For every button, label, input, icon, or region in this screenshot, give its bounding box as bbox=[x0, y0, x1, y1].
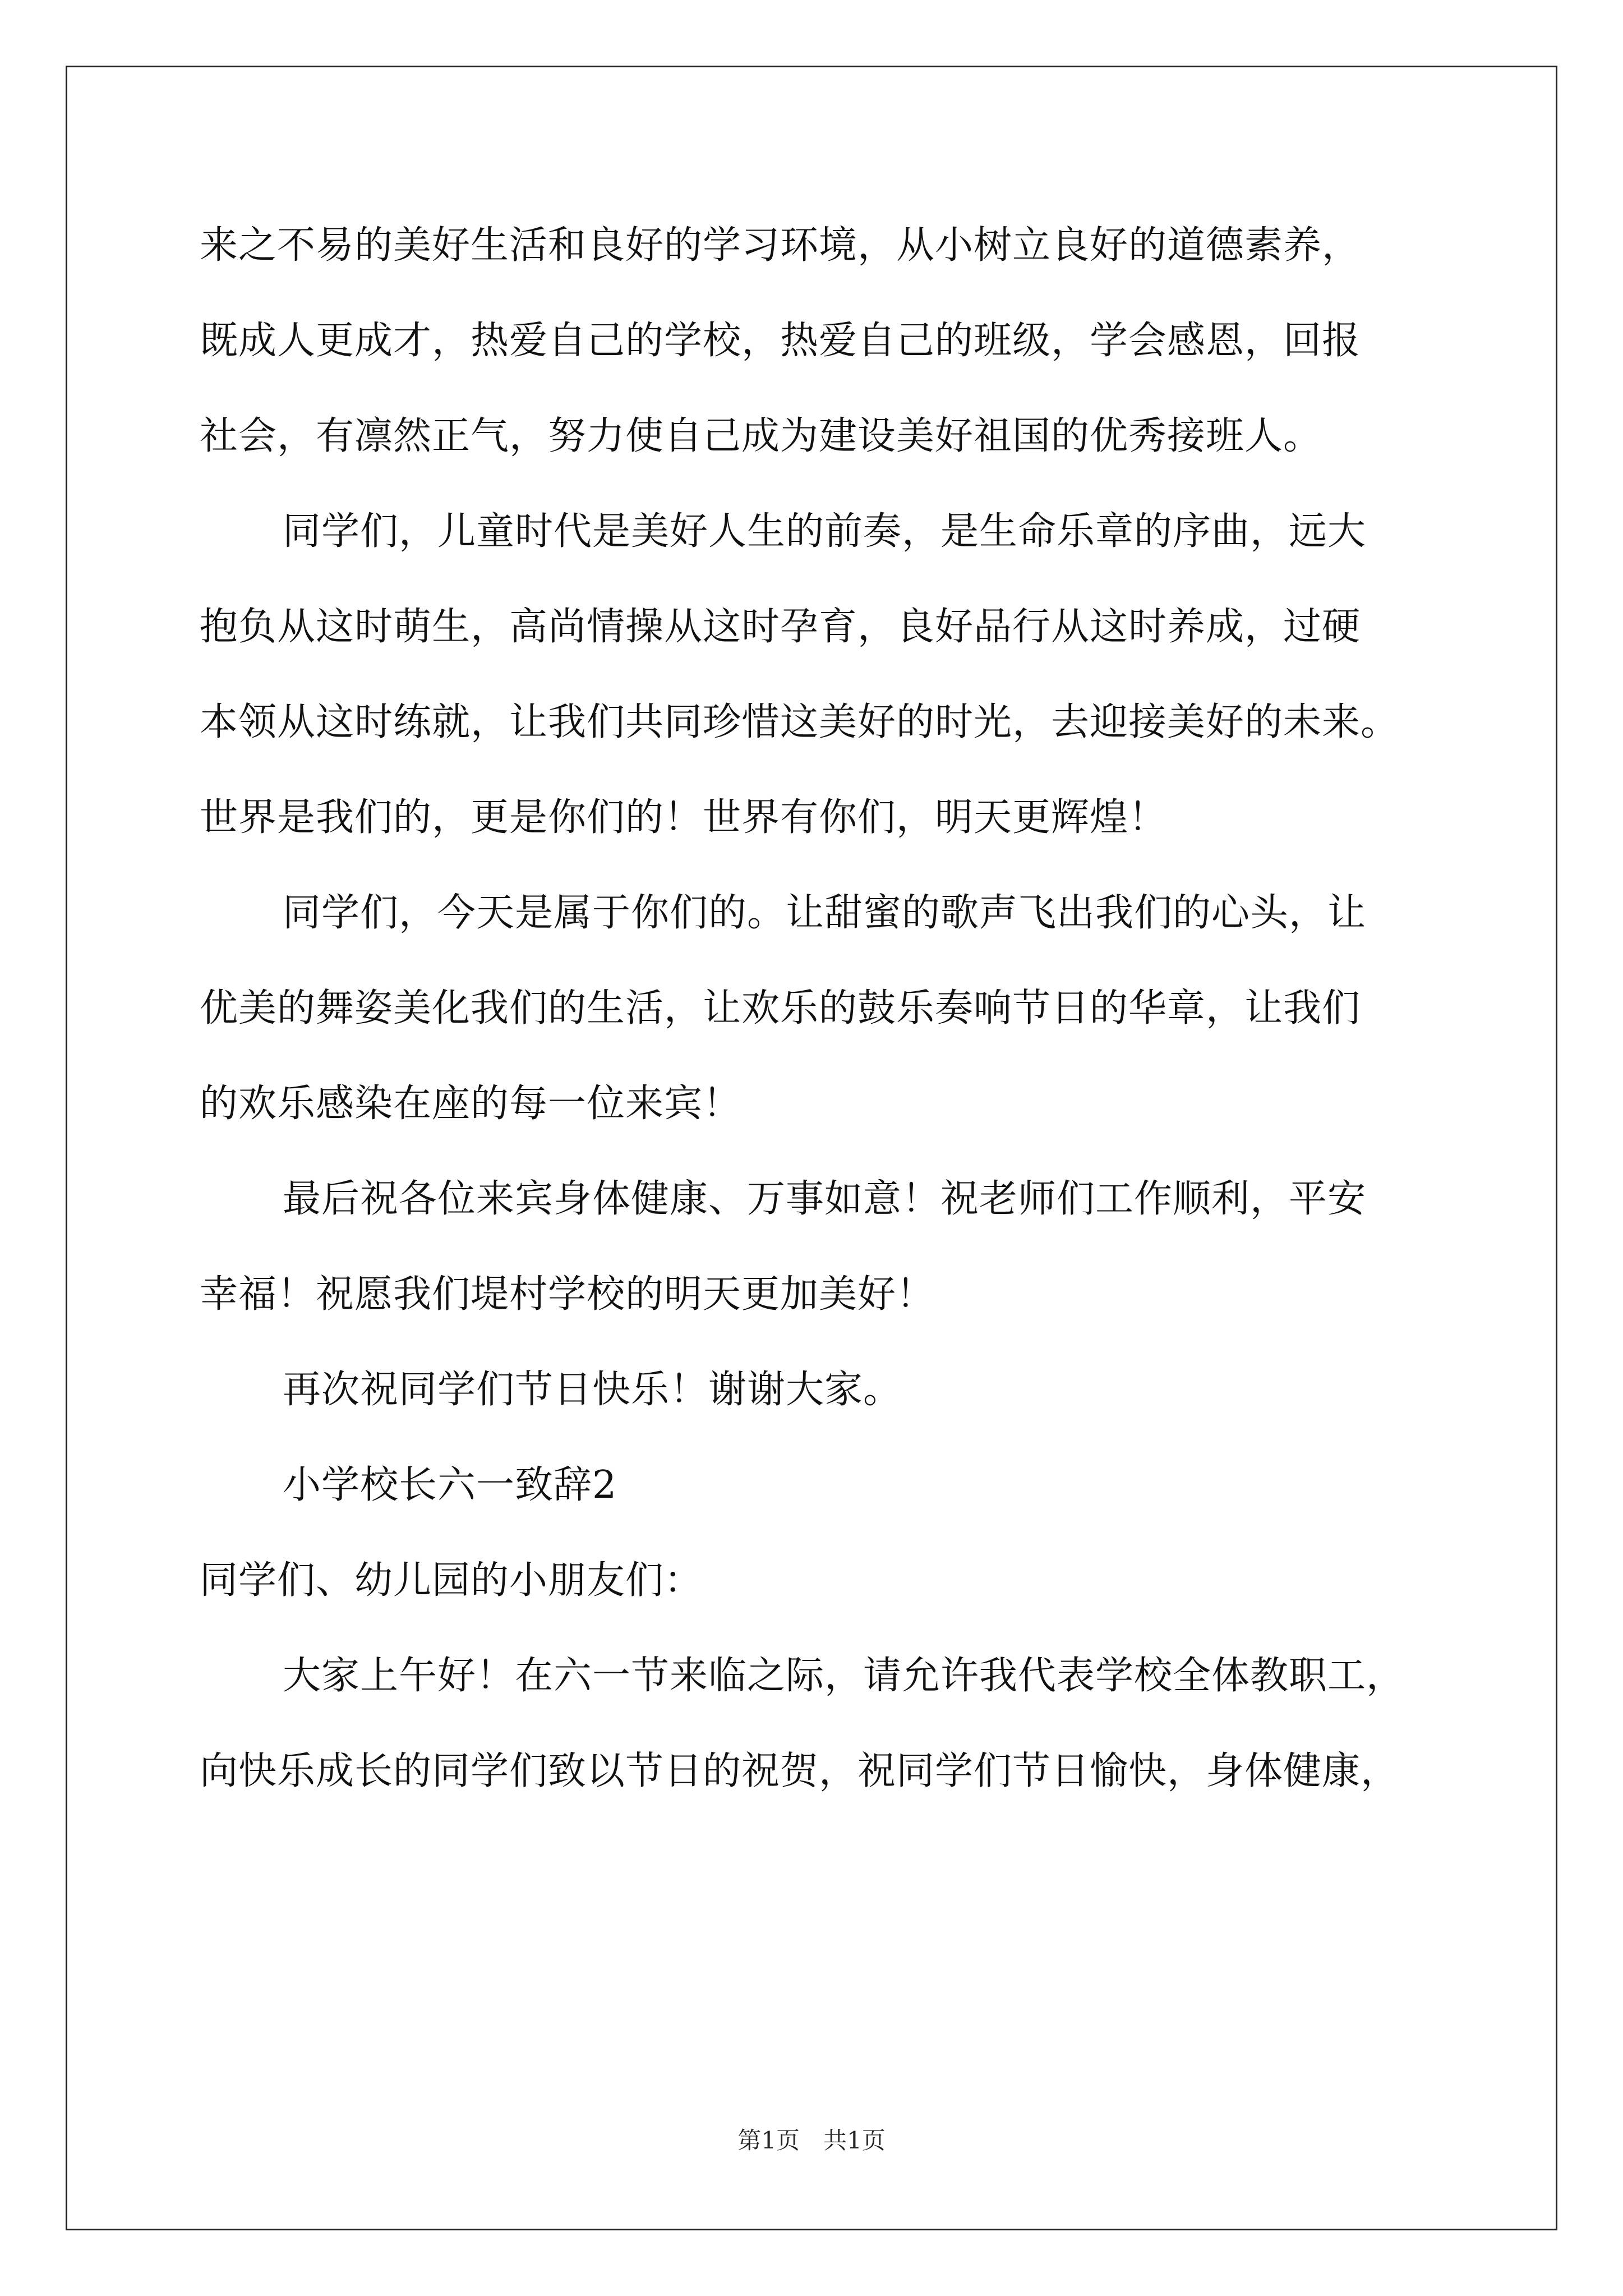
section-heading: 小学校长六一致辞2 bbox=[283, 1463, 617, 1507]
text-line: 向快乐成长的同学们致以节日的祝贺，祝同学们节日愉快，身体健康， bbox=[200, 1749, 1400, 1793]
paragraph-start-line: 同学们，儿童时代是美好人生的前奏，是生命乐章的序曲，远大 bbox=[283, 509, 1367, 554]
salutation-line: 同学们、幼儿园的小朋友们： bbox=[200, 1558, 703, 1603]
paragraph-start-line: 同学们，今天是属于你们的。让甜蜜的歌声飞出我们的心头，让 bbox=[283, 891, 1367, 935]
text-line: 社会，有凛然正气，努力使自己成为建设美好祖国的优秀接班人。 bbox=[200, 414, 1322, 458]
text-line: 优美的舞姿美化我们的生活，让欢乐的鼓乐奏响节日的华章，让我们 bbox=[200, 986, 1361, 1030]
text-line: 本领从这时练就，让我们共同珍惜这美好的时光，去迎接美好的未来。 bbox=[200, 700, 1400, 744]
paragraph-start-line: 再次祝同学们节日快乐！谢谢大家。 bbox=[283, 1368, 902, 1412]
paragraph-start-line: 最后祝各位来宾身体健康、万事如意！祝老师们工作顺利，平安 bbox=[283, 1177, 1367, 1221]
page-border bbox=[66, 66, 1557, 2230]
text-line: 既成人更成才，热爱自己的学校，热爱自己的班级，学会感恩，回报 bbox=[200, 319, 1361, 363]
text-line: 幸福！祝愿我们堤村学校的明天更加美好！ bbox=[200, 1272, 935, 1317]
text-line: 抱负从这时萌生，高尚情操从这时孕育，良好品行从这时养成，过硬 bbox=[200, 605, 1361, 649]
page-number-footer: 第1页 共1页 bbox=[737, 2127, 886, 2154]
text-line: 世界是我们的，更是你们的！世界有你们，明天更辉煌！ bbox=[200, 795, 1168, 840]
text-line: 的欢乐感染在座的每一位来宾！ bbox=[200, 1082, 742, 1126]
paragraph-start-line: 大家上午好！在六一节来临之际，请允许我代表学校全体教职工， bbox=[283, 1654, 1405, 1698]
text-line: 来之不易的美好生活和良好的学习环境，从小树立良好的道德素养， bbox=[200, 223, 1361, 268]
